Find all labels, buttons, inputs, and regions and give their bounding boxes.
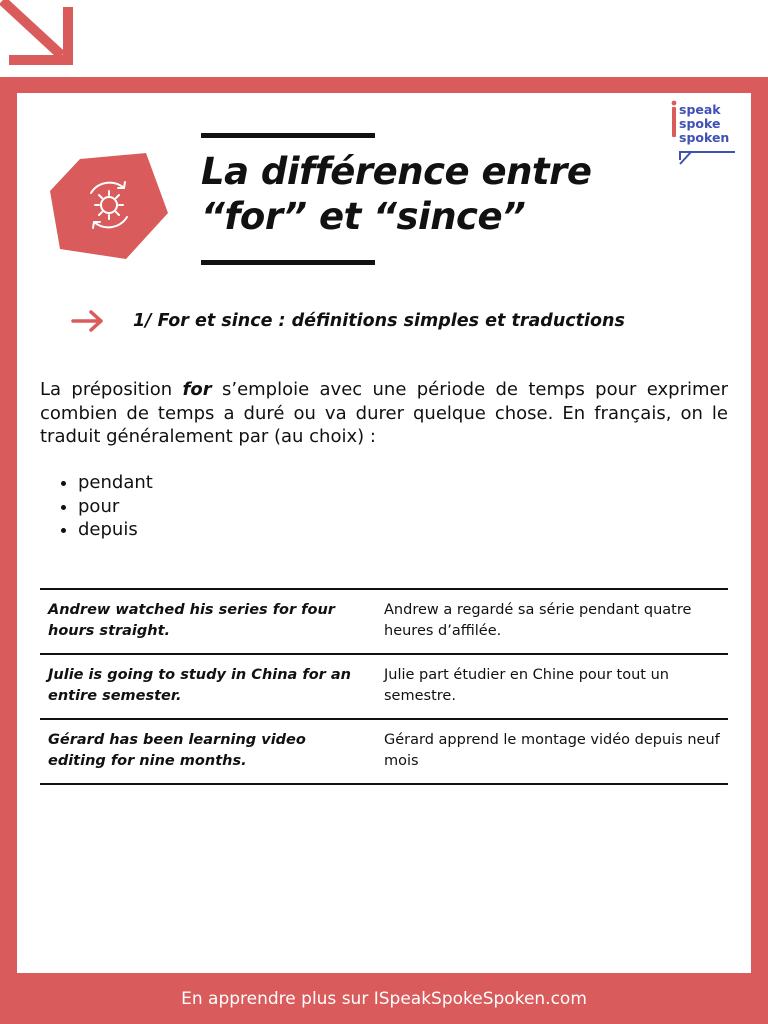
table-row	[40, 719, 728, 784]
brand-word-1: speak	[679, 102, 721, 117]
intro-before: La préposition	[40, 379, 183, 400]
brand-word-3: spoken	[679, 130, 730, 145]
gear-cycle-icon	[50, 153, 168, 259]
intro-paragraph	[40, 378, 728, 449]
example-french: Andrew a regardé sa série pendant quatre heures d’affilée.	[376, 589, 728, 654]
intro-keyword: for	[182, 379, 212, 400]
page-title	[201, 149, 721, 239]
example-english: Gérard has been learning video editing for nine months.	[40, 719, 376, 784]
example-french: Julie part étudier en Chine pour tout un semestre.	[376, 654, 728, 719]
section-heading	[71, 306, 751, 336]
table-row	[40, 589, 728, 654]
list-item: • depuis	[78, 518, 153, 542]
examples-table	[40, 588, 728, 785]
table-row	[40, 654, 728, 719]
intro-after: s’emploie avec une période de temps pour exprimer combien de temps a duré ou va durer quelque chose. En français, on le traduit généralement par (au choix) :	[40, 379, 728, 447]
title-line-1: La différence entre	[201, 150, 592, 193]
arrow-right-icon	[71, 310, 105, 332]
section-heading-text: 1/ For et since : définitions simples et traductions	[133, 311, 625, 331]
brand-logo	[671, 100, 739, 170]
footer-link[interactable]: En apprendre plus sur ISpeakSpokeSpoken.com	[181, 989, 587, 1009]
example-english: Andrew watched his series for four hours straight.	[40, 589, 376, 654]
content-card	[17, 93, 751, 973]
example-english: Julie is going to study in China for an entire semester.	[40, 654, 376, 719]
title-rule-bottom	[201, 260, 375, 265]
title-rule-top	[201, 133, 375, 138]
translation-list	[40, 471, 153, 542]
list-item: • pendant	[78, 471, 153, 495]
list-item: • pour	[78, 495, 153, 519]
example-french: Gérard apprend le montage vidéo depuis neuf mois	[376, 719, 728, 784]
title-line-2: “for” et “since”	[201, 195, 526, 238]
brand-word-2: spoke	[679, 116, 721, 131]
arrow-down-right-icon	[0, 0, 76, 68]
